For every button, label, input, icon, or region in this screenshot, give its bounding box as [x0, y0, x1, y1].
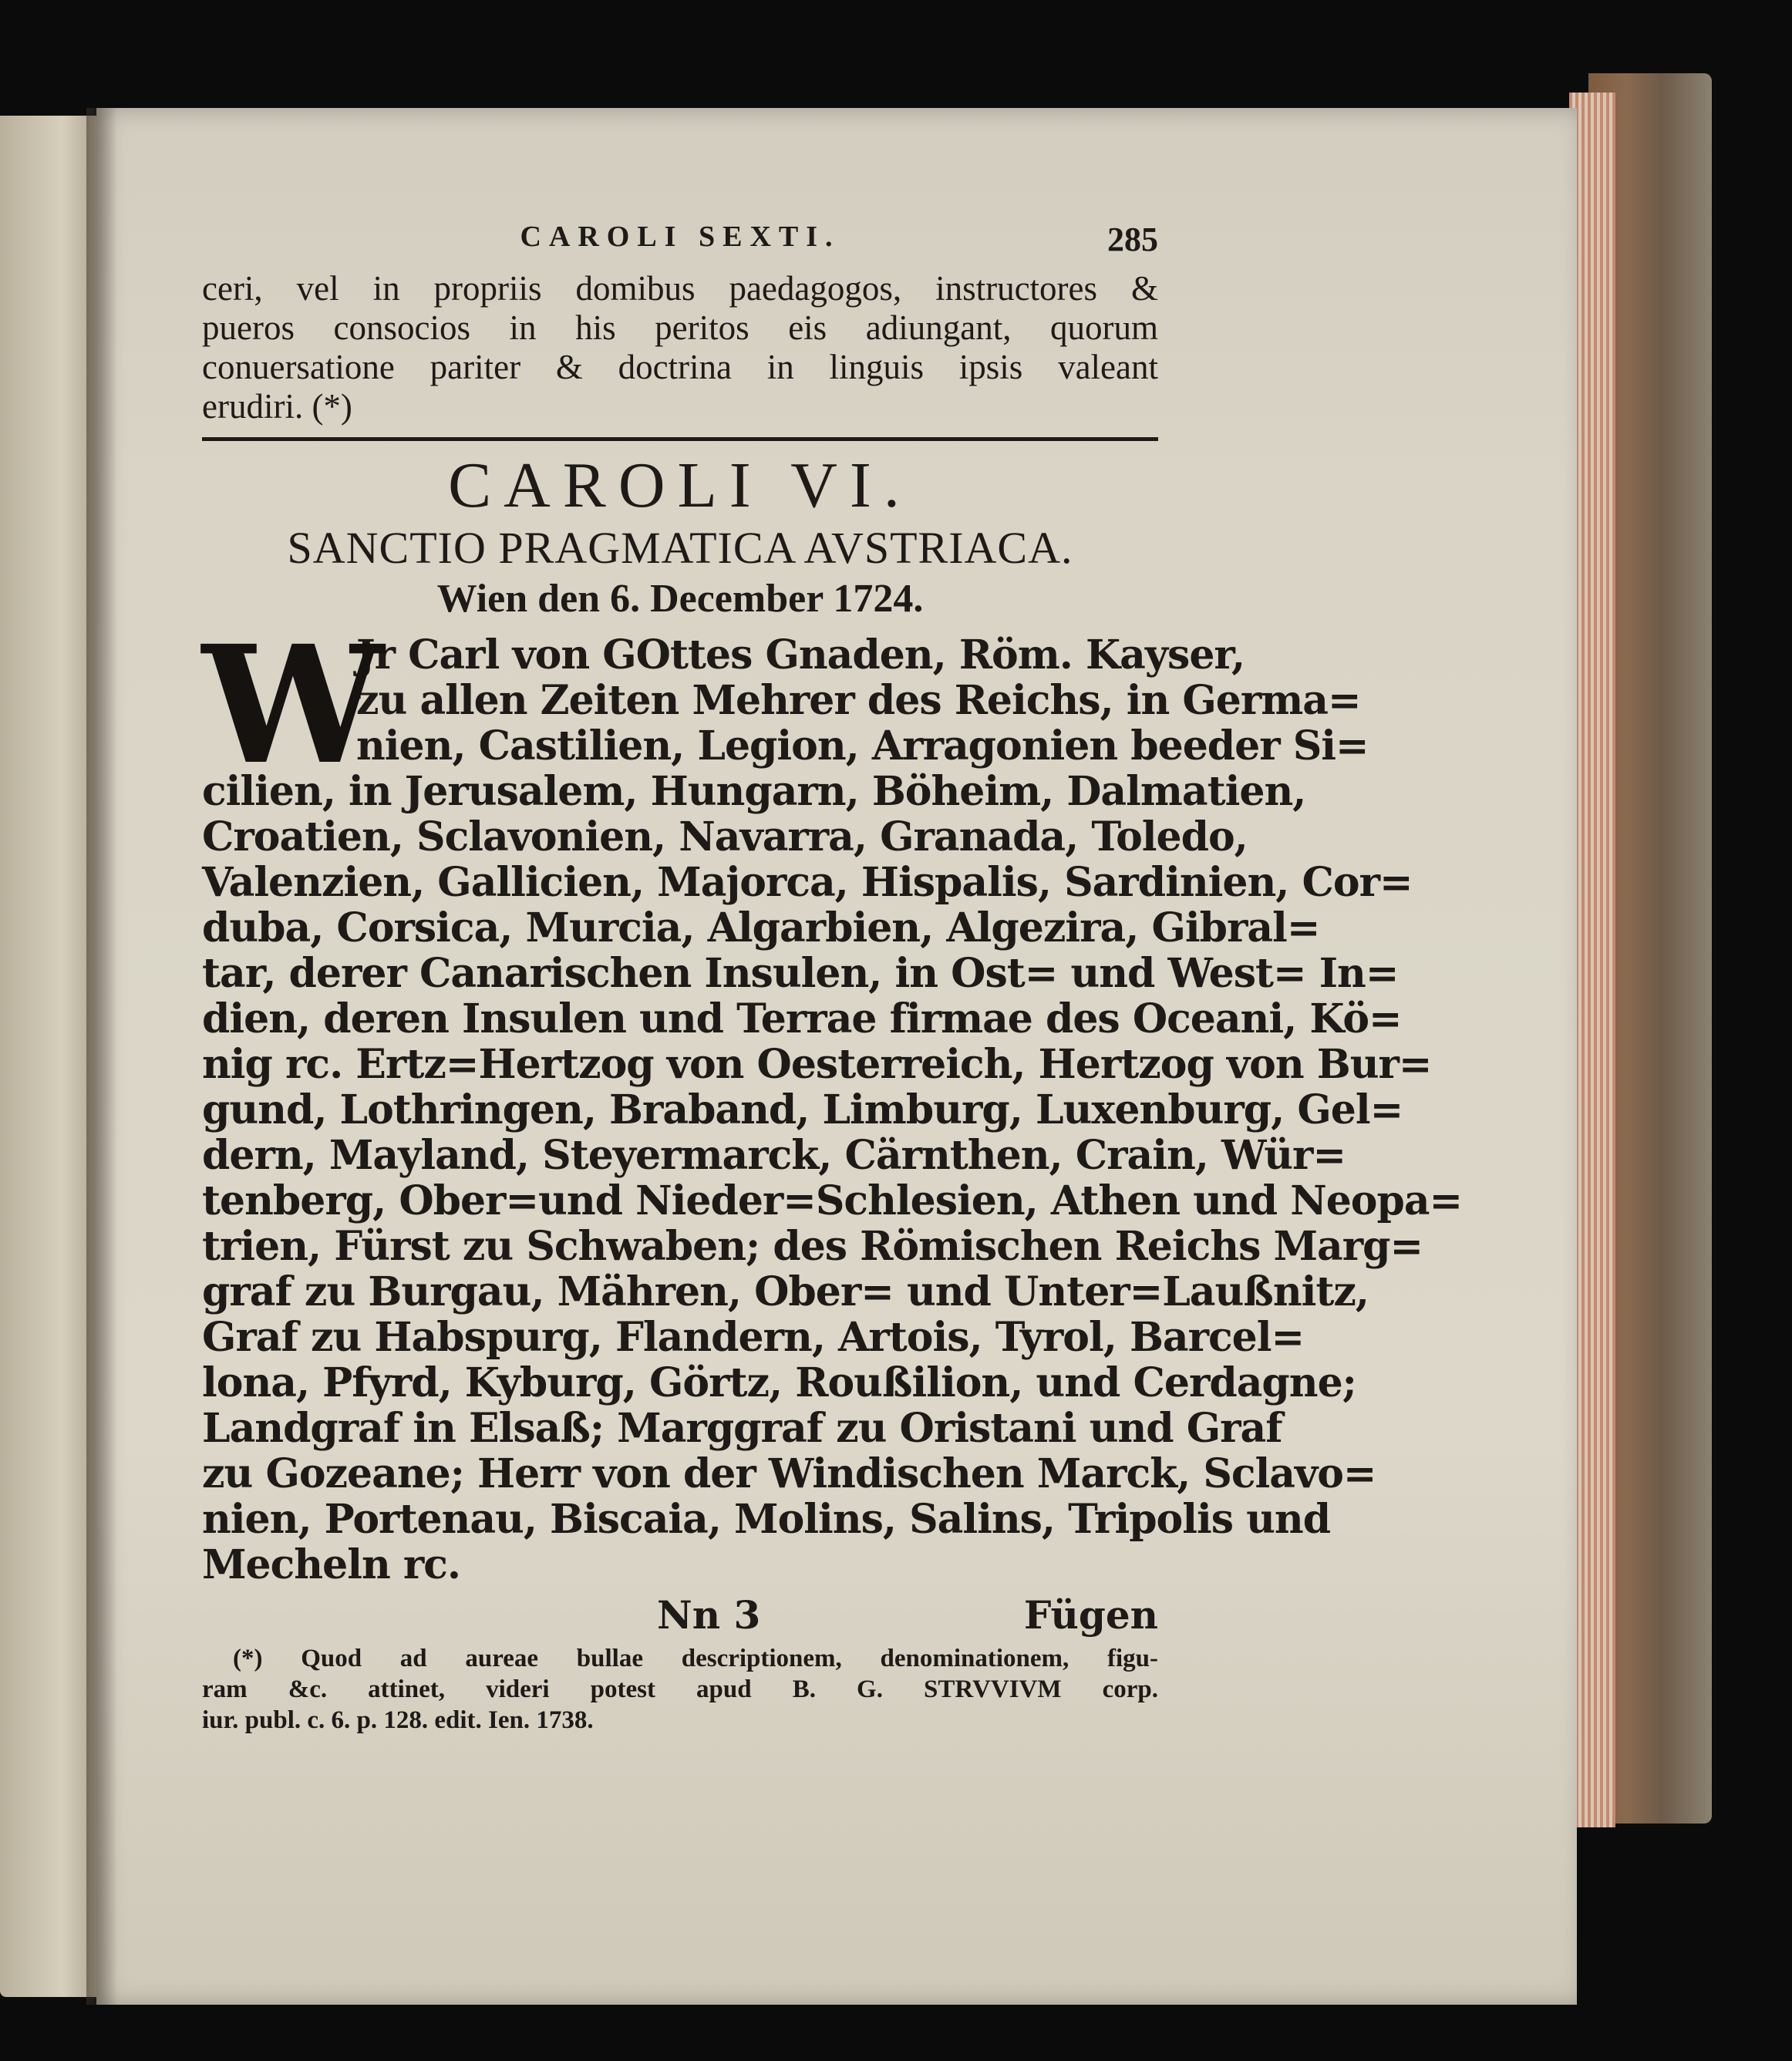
footnote-line: (*) Quod ad aureae bullae descriptionem, denominationem, figu-: [233, 1645, 1158, 1672]
signature-mark: Nn 3: [657, 1592, 761, 1638]
body-line: nien, Castilien, Legion, Arragonien beeder Si=: [356, 722, 1369, 770]
decree-subtitle: SANCTIO PRAGMATICA AVSTRIACA.: [287, 523, 1073, 573]
book-gutter: [86, 108, 117, 2005]
text-block: [202, 220, 1463, 1736]
latin-line: pueros consocios in his peritos eis adiungant, quorum: [202, 308, 1158, 347]
decree-body: [202, 610, 1463, 1588]
running-head: [202, 220, 1158, 269]
body-line: dern, Mayland, Steyermarck, Cärnthen, Crain, Wür=: [202, 1132, 1346, 1179]
body-line: zu allen Zeiten Mehrer des Reichs, in Germa=: [356, 677, 1361, 724]
body-line: Graf zu Habspurg, Flandern, Artois, Tyrol, Barcel=: [202, 1314, 1305, 1361]
body-line: graf zu Burgau, Mähren, Ober= und Unter=Laußnitz,: [202, 1268, 1369, 1315]
section-rule: [202, 437, 1158, 441]
body-line: Valenzien, Gallicien, Majorca, Hispalis, Sardinien, Cor=: [202, 859, 1413, 906]
body-line: duba, Corsica, Murcia, Algarbien, Algezira, Gibral=: [202, 904, 1320, 951]
decree-date: Wien den 6. December 1724.: [436, 577, 924, 621]
body-line: zu Gozeane; Herr von der Windischen Marck, Sclavo=: [202, 1450, 1376, 1497]
footnote-line: iur. publ. c. 6. p. 128. edit. Ien. 1738.: [202, 1706, 594, 1734]
latin-line: erudiri. (*): [202, 387, 352, 426]
body-line: Croatien, Sclavonien, Navarra, Granada, Toledo,: [202, 813, 1248, 860]
running-title: CAROLI SEXTI.: [520, 221, 840, 253]
page-number: 285: [1107, 221, 1158, 258]
catch-line: [202, 1592, 1158, 1643]
body-line: Landgraf in Elsaß; Marggraf zu Oristani und Graf: [202, 1405, 1282, 1452]
body-line: Mecheln rc.: [202, 1541, 461, 1588]
body-line: trien, Fürst zu Schwaben; des Römischen Reichs Marg=: [202, 1223, 1423, 1270]
drop-cap-initial: W: [202, 610, 384, 800]
latin-line: conuersatione pariter & doctrina in linguis ipsis valeant: [202, 348, 1158, 386]
body-line: Jr Carl von GOttes Gnaden, Röm. Kayser,: [356, 631, 1245, 679]
body-line: nig rc. Ertz=Hertzog von Oesterreich, Hertzog von Bur=: [202, 1041, 1432, 1088]
latin-line: ceri, vel in propriis domibus paedagogos, instructores &: [202, 269, 1158, 308]
latin-paragraph: [202, 269, 1158, 426]
footnote-line: ram &c. attinet, videri potest apud B. G. STRVVIVM corp.: [202, 1675, 1158, 1703]
body-line: tenberg, Ober=und Nieder=Schlesien, Athen und Neopa=: [202, 1177, 1463, 1224]
body-line: gund, Lothringen, Braband, Limburg, Luxenburg, Gel=: [202, 1086, 1403, 1133]
footnote: [202, 1643, 1158, 1736]
body-line: nien, Portenau, Biscaia, Molins, Salins, Tripolis und: [202, 1496, 1331, 1543]
body-line: tar, derer Canarischen Insulen, in Ost= und West= In=: [202, 950, 1399, 997]
decree-title: CAROLI VI.: [448, 450, 912, 521]
body-line: lona, Pfyrd, Kyburg, Görtz, Roußilion, und Cerdagne;: [202, 1359, 1356, 1406]
catchword: Fügen: [1023, 1592, 1158, 1638]
body-line: dien, deren Insulen und Terrae firmae des Oceani, Kö=: [202, 995, 1402, 1042]
body-line: cilien, in Jerusalem, Hungarn, Böheim, Dalmatien,: [202, 768, 1306, 815]
